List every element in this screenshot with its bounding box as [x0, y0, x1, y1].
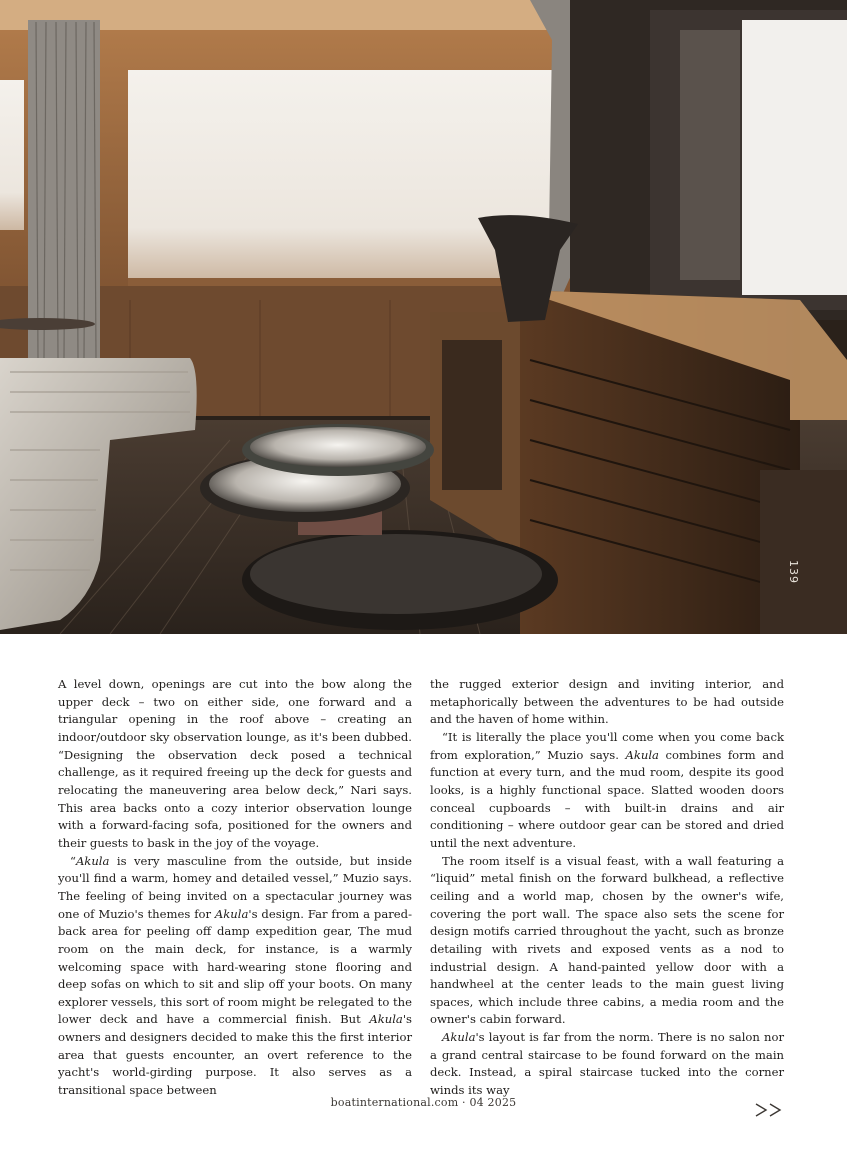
article-right-column	[430, 676, 784, 1100]
page-footer: boatinternational.com · 04 2025	[330, 1096, 517, 1109]
article-left-column	[58, 676, 412, 1100]
article-paragraph: The room itself is a visual feast, with a wall featuring a “liquid” metal finish on the forward bulkhead, a reflective ceiling and a world map, chosen by the owner's wife, covering the port wall. The space also sets the scene for design motifs carried throughout the yacht, such as bronze detailing with rivets and exposed vents as a nod to industrial design. A hand-painted yellow door with a handwheel at the center leads to the main guest living spaces, which include three cabins, a media room and the owner's cabin forward.	[430, 853, 784, 1027]
article-paragraph: “It is literally the place you'll come when you come back from exploration,” Muzio says. Akula combines form and function at every turn, and the mud room, despite its good looks, is a highly functional space. Slatted wooden doors conceal cupboards – with built-in drains and air conditioning – where outdoor gear can be stored and dried until the next adventure.	[430, 729, 784, 850]
page-number: 139	[787, 560, 800, 584]
article-paragraph: Akula's layout is far from the norm. There is no salon nor a grand central staircase to be found forward on the main deck. Instead, a spiral staircase tucked into the corner winds its way	[430, 1030, 784, 1098]
double-chevron-right-icon[interactable]	[752, 1100, 788, 1120]
article-paragraph: “Akula is very masculine from the outside, but inside you'll find a warm, homey and detailed vessel,” Muzio says. The feeling of being invited on a spectacular journey was one of Muzio's themes for Akula's design. Far from a pared-back area for peeling off damp expedition gear, The mud room on the main deck, for instance, is a warmly welcoming space with hard-wearing stone flooring and deep sofas on which to sit and slip off your boots. On many explorer vessels, this sort of room might be relegated to the lower deck and have a commercial finish. But Akula's owners and designers decided to make this the first interior area that guests encounter, an overt reference to the yacht's world-girding purpose. It also serves as a transitional space between	[58, 853, 412, 1098]
article-paragraph: the rugged exterior design and inviting interior, and metaphorically between the adventures to be had outside and the haven of home within.	[430, 677, 784, 727]
article-paragraph: A level down, openings are cut into the bow along the upper deck – two on either side, one forward and a triangular opening in the roof above – creating an indoor/outdoor sky observation lounge, as it's been dubbed. “Designing the observation deck posed a technical challenge, as it required freeing up the deck for guests and relocating the maneuvering area below deck,” Nari says. This area backs onto a cozy interior observation lounge with a forward-facing sofa, positioned for the owners and their guests to bask in the joy of the voyage.	[58, 677, 412, 850]
